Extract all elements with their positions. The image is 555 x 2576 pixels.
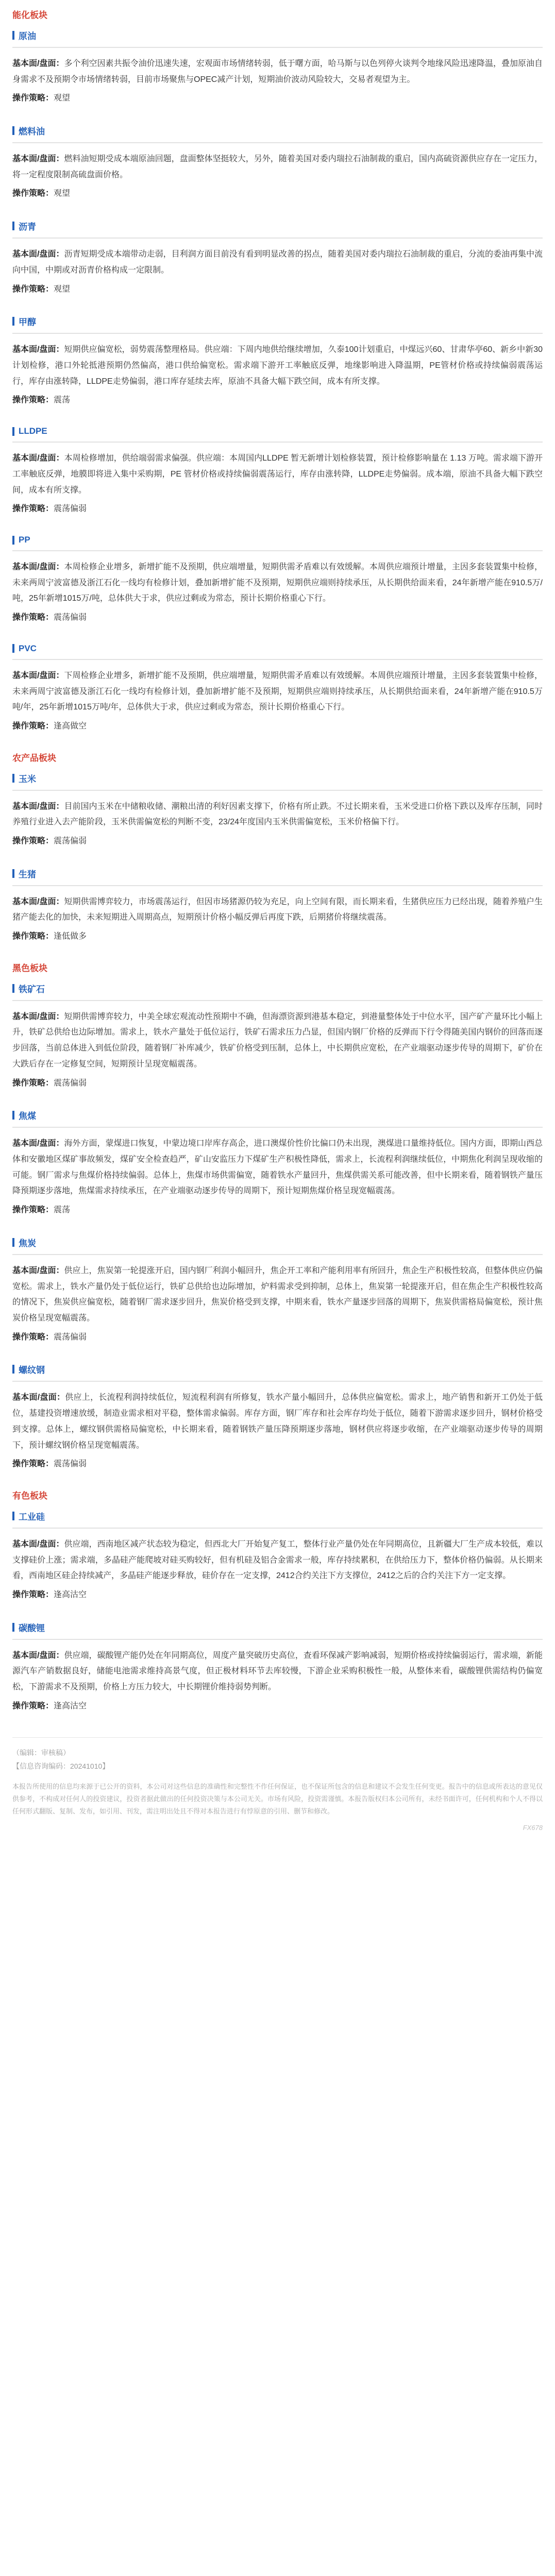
strategy-label: 操作策略： — [12, 504, 54, 514]
fundamentals-label: 基本面/盘面： — [12, 671, 64, 680]
fundamentals-paragraph — [12, 668, 543, 716]
fundamentals-label: 基本面/盘面： — [12, 154, 64, 163]
section-name: PVC — [19, 643, 37, 653]
fundamentals-text: 供应端，碳酸锂产能仍处在年同期高位，周度产量突破历史高位，查看环保减产影响减弱，短期价格或持续偏弱运行，需求端，新能源汽车产销数据良好，储能电池需求维持高景气度，但正极材料环节去库较慢，下游企业采购积极性一般，从整体来看，碳酸锂供需结构仍偏宽松，下游需求不及预期，价格上方压力较大，中长期锂价维持弱势判断。 — [12, 1651, 543, 1692]
fundamentals-paragraph — [12, 151, 543, 183]
section-name: 生猪 — [19, 869, 36, 879]
strategy-label: 操作策略： — [12, 1332, 54, 1342]
strategy-label: 操作策略： — [12, 932, 54, 941]
group-title: 能化板块 — [12, 10, 47, 20]
fundamentals-paragraph — [12, 1390, 543, 1453]
strategy-line — [12, 1202, 543, 1218]
strategy-line — [12, 834, 543, 850]
fundamentals-paragraph — [12, 451, 543, 498]
section-name: 碳酸锂 — [19, 1623, 45, 1633]
fundamentals-text: 供应端，西南地区减产状态较为稳定，但西北大厂开始复产复工，整体行业产量仍处在年同期高位，且新疆大厂生产成本较低，难以支撑硅价上涨；需求端，多晶硅产能爬坡对硅买购较好，但有机硅及铝合金需求一般，库存持续累积，在供给压力下，整体价格仍偏弱。从长期来看，西南地区硅企持续减产，多晶硅产能逐步释放，硅价存在一定支撑，2412合约关注下方支撑位，2412之后的合约关注下方一定支撑。 — [12, 1539, 543, 1581]
section-divider — [12, 1127, 543, 1128]
fundamentals-text: 海外方面，蒙煤进口恢复，中蒙边境口岸库存高企，进口澳煤价性价比偏口仍未出现，澳煤进口量维持低位。国内方面，即期山西总体和安徽地区煤矿事故频发，煤矿安全检查趋严，矿山安监压力下煤矿生产积极性降低，需求上，长流程利润继续低位，中期焦化利润呈现收缩的可能。钢厂需求与焦煤价格持续偏弱。总体上，焦煤市场供需偏宽，随着铁水产量回升，焦煤供需关系可能改善，但中长期来看，随着钢铁产量压降预期逐步落地，焦煤需求持续承压，在产业端驱动逐步传导的周期下，预计短期焦煤价格呈现宽幅震荡。 — [12, 1139, 543, 1196]
fundamentals-text: 本周检修企业增多，新增扩能不及预期，供应端增量，短期供需矛盾难以有效缓解。本周供应端预计增量，主因多套装置集中检修，未来两周宁波富德及浙江石化一线均有检修计划，叠加新增扩能不及预期，短期供应端则持续承压，从长期供给面来看，24年新增产能在910.5万/吨，25年新增1015万/吨，总体供大于求，供应过剩或为常态，预计长期价格重心下行。 — [12, 563, 543, 603]
fundamentals-text: 短期供需博弈较力，中美全球宏观流动性预期中不确，但海漂资源到港基本稳定，到港量整体处于中位水平，国产矿产量环比小幅上升，铁矿总供给也边际增加。需求上，铁水产量处于低位运行，铁矿石需求压力凸显，但国内钢厂价格的反弹而下行令得随美国内钢价的回落而逐步回落，当前总体进入到低位阶段，随着钢厂补库减少，铁矿价格受到压制，总体上，中长期供应宽松，在产业端驱动逐步传导的周期下，矿价在大跌后存在一定修复空间，短期预计呈现宽幅震荡。 — [12, 1012, 543, 1069]
strategy-value: 震荡 — [54, 396, 71, 405]
strategy-label: 操作策略： — [12, 189, 54, 198]
strategy-value: 逢高沽空 — [54, 1701, 87, 1710]
strategy-label: 操作策略： — [12, 1590, 54, 1599]
section-divider — [12, 142, 543, 143]
fundamentals-label: 基本面/盘面： — [12, 1139, 64, 1148]
section-heading — [12, 1236, 543, 1249]
heading-marker-icon — [12, 1238, 14, 1247]
strategy-line — [12, 1587, 543, 1603]
strategy-value: 观望 — [54, 94, 71, 103]
section-name: 工业硅 — [19, 1512, 45, 1522]
strategy-label: 操作策略： — [12, 1701, 54, 1710]
strategy-label: 操作策略： — [12, 94, 54, 103]
strategy-value: 逢高做空 — [54, 722, 87, 731]
section-heading — [12, 535, 543, 545]
disclaimer-text: 本报告所使用的信息均来源于已公开的资料，本公司对这些信息的准确性和完整性不作任何保证，也不保证所包含的信息和建议不会发生任何变更。报告中的信息或所表达的意见仅供参考，不构成对任何人的投资建议，投资者据此做出的任何投资决策与本公司无关。市场有风险，投资需谨慎。本报告版权归本公司所有，未经书面许可，任何机构和个人不得以任何形式翻版、复制、发布，如引用、刊发，需注明出处且不得对本报告进行有悖原意的引用、删节和修改。 — [12, 1782, 543, 1815]
strategy-line — [12, 1076, 543, 1092]
heading-marker-icon — [12, 774, 14, 783]
section-heading — [12, 124, 543, 137]
strategy-value: 震荡偏弱 — [54, 613, 87, 622]
heading-marker-icon — [12, 536, 14, 545]
section-divider — [12, 47, 543, 48]
fundamentals-text: 短期供应偏宽松，弱势震荡整理格局。供应端：下周内地供给继续增加，久泰100计划重启，中煤远兴60、甘肃华亭60、新乡中新30计划检修，港口外轮抵港预期仍然偏高，港口供给偏宽松。需求端下游开工率触底反弹，地缘影响进入降温期，PE管材价格或持续偏弱震荡运行，库存由涨转降，LLDPE走势偏弱，港口库存延续去库，原油不具备大幅下跌空间，成本有所支撑。 — [12, 345, 543, 386]
strategy-label: 操作策略： — [12, 1078, 54, 1088]
fundamentals-label: 基本面/盘面： — [12, 59, 64, 68]
strategy-line — [12, 929, 543, 945]
heading-marker-icon — [12, 126, 14, 135]
section-name: 螺纹钢 — [19, 1365, 45, 1376]
strategy-value: 逢低做多 — [54, 932, 87, 941]
section-heading — [12, 1621, 543, 1634]
section-heading — [12, 772, 543, 785]
strategy-value: 逢高沽空 — [54, 1590, 87, 1599]
section-divider — [12, 442, 543, 443]
fundamentals-paragraph — [12, 1263, 543, 1327]
section-name: PP — [19, 535, 30, 545]
fundamentals-label: 基本面/盘面： — [12, 454, 64, 463]
editor-line — [12, 1746, 543, 1760]
heading-marker-icon — [12, 644, 14, 653]
fundamentals-text: 供应上，焦炭第一轮提涨开启，国内钢厂利润小幅回升，焦企开工率和产能利用率有所回升，焦企生产积极性较高，但整体供应仍偏宽松。需求上，铁水产量仍处于低位运行，铁矿总供给也边际增加，炉料需求受到抑制，总体上，焦炭第一轮提涨开启，但在焦企生产积极性较高的情况下，焦炭供应偏宽松，随着钢厂需求逐步回升，焦炭价格受到支撑，中期来看，铁水产量逐步回落的周期下，焦炭供需格局偏宽松，预计焦炭价格呈现宽幅震荡。 — [12, 1266, 543, 1323]
strategy-label: 操作策略： — [12, 396, 54, 405]
fundamentals-paragraph — [12, 1648, 543, 1696]
fundamentals-text: 燃料油短期受成本端原油回题，盘面整体坚挺较大，另外，随着美国对委内瑞拉石油制裁的重启，国内高硫资源供应存在一定压力，将一定程度限制高硫盘面价格。 — [12, 154, 543, 179]
fundamentals-text: 沥青短期受成本端带动走弱，目利润方面目前没有看到明显改善的拐点，随着美国对委内瑞拉石油制裁的重启，分流的委油再集中流向中国，中期或对沥青价格构成一定限制。 — [12, 250, 543, 275]
section-heading — [12, 315, 543, 328]
fundamentals-paragraph — [12, 56, 543, 88]
section-divider — [12, 790, 543, 791]
section-divider — [12, 1639, 543, 1640]
section-name: 沥青 — [19, 222, 36, 232]
heading-marker-icon — [12, 427, 14, 436]
section-heading — [12, 219, 543, 232]
strategy-line — [12, 719, 543, 735]
strategy-line — [12, 91, 543, 107]
source-code: 【信息咨询编码：20241010】 — [12, 1762, 110, 1771]
editor-label: （编辑： — [12, 1748, 41, 1757]
strategy-label: 操作策略： — [12, 613, 54, 622]
fundamentals-label: 基本面/盘面： — [12, 1539, 64, 1549]
heading-marker-icon — [12, 1365, 14, 1374]
brand-watermark: FX678 — [523, 1823, 543, 1832]
footer-divider — [12, 1737, 543, 1738]
section-name: 原油 — [19, 31, 36, 41]
strategy-line — [12, 1330, 543, 1346]
strategy-line — [12, 1456, 543, 1472]
fundamentals-label: 基本面/盘面： — [12, 1012, 64, 1021]
strategy-label: 操作策略： — [12, 1460, 54, 1469]
strategy-value: 观望 — [54, 189, 71, 198]
fundamentals-label: 基本面/盘面： — [12, 1393, 65, 1402]
section-divider — [12, 885, 543, 886]
fundamentals-text: 下周检修企业增多，新增扩能不及预期，供应端增量，短期供需矛盾难以有效缓解。本周供应端预计增量，主因多套装置集中检修，未来两周宁波富德及浙江石化一线均有检修计划，叠加新增扩能不及预期，短期供应端则持续承压，从长期供给面来看，24年新增产能在910.5万吨/年，25年新增1015万吨/年，总体供大于求，供应过剩或为常态，预计长期价格重心下行。 — [12, 671, 543, 712]
section-divider — [12, 238, 543, 239]
section-heading — [12, 1510, 543, 1522]
strategy-value: 观望 — [54, 284, 71, 294]
section-name: 甲醇 — [19, 317, 36, 328]
fundamentals-paragraph — [12, 342, 543, 389]
section-name: 玉米 — [19, 774, 36, 784]
fundamentals-label: 基本面/盘面： — [12, 1651, 64, 1660]
fundamentals-paragraph — [12, 560, 543, 607]
section-divider — [12, 333, 543, 334]
section-heading — [12, 29, 543, 42]
heading-marker-icon — [12, 1111, 14, 1120]
section-heading — [12, 867, 543, 880]
fundamentals-text: 本周检修增加，供给端弱需求偏强。供应端：本周国内LLDPE 暂无新增计划检修装置，预计检修影响量在 1.13 万吨。需求端下游开工率触底反弹，地膜即将进入集中采购期，PE 管材价格或持续偏弱震荡运行，库存由涨转降，LLDPE走势偏弱。成本端，原油不具备大幅下跌空间，成本有所支撑。 — [12, 454, 543, 495]
fundamentals-paragraph — [12, 1136, 543, 1199]
strategy-line — [12, 186, 543, 202]
strategy-value: 震荡偏弱 — [54, 504, 87, 514]
editor-name: 审核稿） — [41, 1748, 70, 1757]
section-divider — [12, 550, 543, 551]
heading-marker-icon — [12, 869, 14, 878]
fundamentals-text: 多个利空因素共振令油价迅速失速，宏观面市场情绪转弱，低于曙方面，哈马斯与以色列停火谈判令地缘风险迅速降温，叠加原油自身需求不及预期令市场情绪转弱，目前市场聚焦与OPEC减产计划，短期油价波动风险较大，交易者观望为主。 — [12, 59, 543, 84]
group-title: 农产品板块 — [12, 753, 56, 763]
section-divider — [12, 1381, 543, 1382]
strategy-value: 震荡 — [54, 1206, 71, 1215]
strategy-label: 操作策略： — [12, 837, 54, 845]
fundamentals-label: 基本面/盘面： — [12, 345, 64, 354]
section-name: 铁矿石 — [19, 984, 45, 994]
group-title: 黑色板块 — [12, 963, 47, 973]
fundamentals-text: 目前国内玉米在中储粮收储、潮粮出清的利好因素支撑下，价格有所止跌。不过长期来看，玉米受进口价格下跌以及库存压制，同时养殖行业进入去产能阶段，玉米供需偏宽松的判断不变，23/24年度国内玉米供需偏宽松，玉米价格偏下行。 — [12, 802, 543, 827]
section-heading — [12, 426, 543, 436]
strategy-label: 操作策略： — [12, 284, 54, 294]
fundamentals-label: 基本面/盘面： — [12, 802, 64, 811]
strategy-line — [12, 610, 543, 626]
fundamentals-text: 供应上，长流程利润持续低位，短流程利润有所修复，铁水产量小幅回升，总体供应偏宽松。需求上，地产销售和新开工仍处于低位，基建投资增速放缓，制造业需求相对平稳，整体需求偏弱。库存方面，钢厂库存和社会库存均处于低位，随着下游需求逐步回升，钢材价格受到支撑。总体上，螺纹钢供需格局偏宽松，中长期来看，随着钢铁产量压降预期逐步落地，钢材供应将逐步收缩，在产业端驱动逐步传导的周期下，预计螺纹钢价格呈现宽幅震荡。 — [12, 1393, 543, 1450]
heading-marker-icon — [12, 1623, 14, 1632]
section-divider — [12, 1528, 543, 1529]
section-heading — [12, 643, 543, 654]
strategy-value: 震荡偏弱 — [54, 837, 87, 845]
heading-marker-icon — [12, 1512, 14, 1520]
group-title: 有色板块 — [12, 1491, 47, 1501]
heading-marker-icon — [12, 317, 14, 326]
strategy-label: 操作策略： — [12, 1206, 54, 1215]
strategy-label: 操作策略： — [12, 722, 54, 731]
section-heading — [12, 982, 543, 995]
heading-marker-icon — [12, 222, 14, 230]
section-divider — [12, 659, 543, 660]
section-name: LLDPE — [19, 426, 47, 436]
section-heading — [12, 1109, 543, 1122]
section-heading — [12, 1363, 543, 1376]
strategy-value: 震荡偏弱 — [54, 1332, 87, 1342]
fundamentals-text: 短期供需博弈较力，市场震荡运行，但因市场猪源仍较为充足，向上空间有限，而长期来看，生猪供应压力已经出现，随着养殖户生猪产能去化的加快，未来短期进入周期高点，短期预计价格小幅反弹后再度下跌，后期猪价将继续震荡。 — [12, 897, 543, 922]
strategy-line — [12, 282, 543, 298]
fundamentals-paragraph — [12, 247, 543, 278]
section-divider — [12, 1254, 543, 1255]
heading-marker-icon — [12, 31, 14, 40]
heading-marker-icon — [12, 984, 14, 993]
strategy-line — [12, 1699, 543, 1715]
fundamentals-paragraph — [12, 1009, 543, 1073]
strategy-line — [12, 393, 543, 409]
section-name: 焦炭 — [19, 1238, 36, 1248]
section-name: 焦煤 — [19, 1111, 36, 1122]
section-name: 燃料油 — [19, 126, 45, 137]
fundamentals-label: 基本面/盘面： — [12, 563, 64, 572]
section-divider — [12, 1000, 543, 1001]
strategy-value: 震荡偏弱 — [54, 1078, 87, 1088]
fundamentals-paragraph — [12, 1537, 543, 1584]
strategy-line — [12, 501, 543, 517]
fundamentals-label: 基本面/盘面： — [12, 250, 64, 259]
fundamentals-paragraph — [12, 894, 543, 926]
strategy-value: 震荡偏弱 — [54, 1460, 87, 1469]
fundamentals-label: 基本面/盘面： — [12, 1266, 64, 1275]
fundamentals-paragraph — [12, 799, 543, 831]
fundamentals-label: 基本面/盘面： — [12, 897, 64, 906]
